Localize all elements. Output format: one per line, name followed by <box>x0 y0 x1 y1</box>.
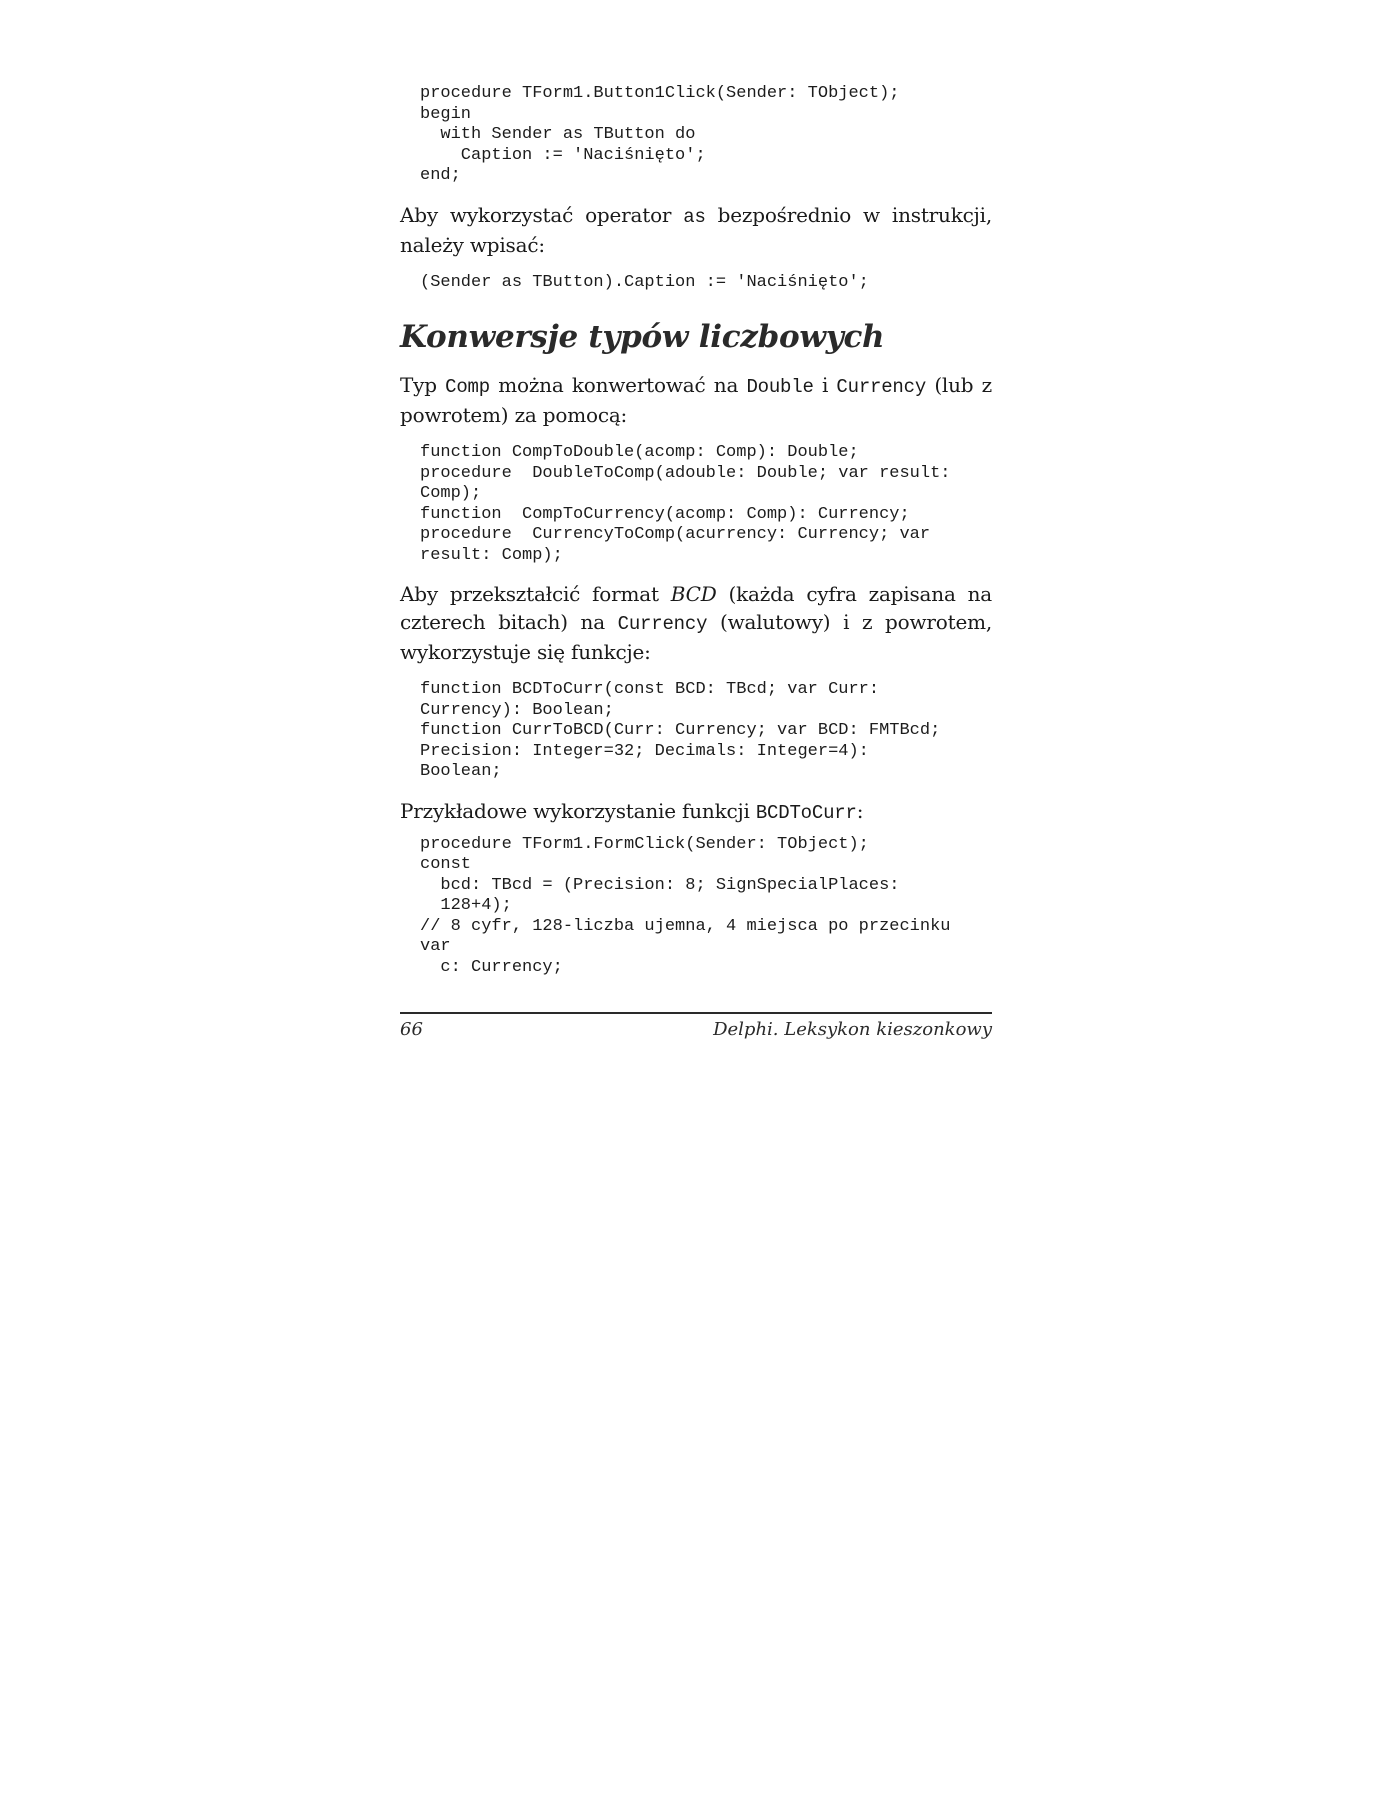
paragraph-comp-conversion <box>400 371 992 429</box>
text-segment: Typ <box>400 373 446 397</box>
emphasis-bcd: BCD <box>670 582 717 606</box>
text-segment: (walutowy) i z powrotem, wykorzystuje się funkcje: <box>400 610 993 664</box>
inline-code-as: as <box>683 205 706 228</box>
code-block-bcd-functions: function BCDToCurr(const BCD: TBcd; var Curr: Currency): Boolean; function CurrToBCD(Curr: Currency; var BCD: FMTBcd; Precision: Integer=32; Decimals: Integer=4): Boolean; <box>420 680 941 781</box>
running-title: Delphi. Leksykon kieszonkowy <box>713 1019 992 1040</box>
code-block-comp-functions: function CompToDouble(acomp: Comp): Double; procedure DoubleToComp(adouble: Double; var result: Comp); function CompToCurrency(acomp: Comp): Currency; procedure CurrencyToComp(acurrency: Currency; var result: Comp); <box>420 443 951 565</box>
text-segment: i <box>813 373 837 397</box>
footer-row <box>400 1014 992 1042</box>
inline-code-bcdtocurr: BCDToCurr <box>755 801 857 824</box>
text-segment: (lub z powrotem) za pomocą: <box>400 373 993 427</box>
text-segment: Przykładowe wykorzystanie funkcji <box>400 798 756 823</box>
inline-code-currency: Currency <box>836 376 927 398</box>
inline-code-currency: Currency <box>617 613 708 635</box>
section-heading: Konwersje typów liczbowych <box>400 319 885 355</box>
code-block-button-click: procedure TForm1.Button1Click(Sender: TObject); begin with Sender as TButton do Caption := 'Naciśnięto'; end; <box>420 84 900 185</box>
page-number: 66 <box>400 1019 423 1040</box>
text-segment: bezpośrednio w instrukcji, należy wpisać: <box>400 202 992 257</box>
paragraph-as-operator <box>400 201 992 259</box>
text-segment: Aby wykorzystać operator <box>400 202 684 227</box>
text-segment: Aby przekształcić format <box>400 582 671 606</box>
text-segment: (każda cyfra zapisana na czterech bitach) na <box>400 582 992 634</box>
text-segment: można konwertować na <box>489 373 747 397</box>
code-block-form-click: procedure TForm1.FormClick(Sender: TObject); const bcd: TBcd = (Precision: 8; SignSpecialPlaces: 128+4); // 8 cyfr, 128-liczba ujemna, 4 miejsca po przecinku var c: Currency; <box>420 834 951 977</box>
paragraph-bcd-conversion <box>400 580 992 666</box>
page-content <box>400 84 992 978</box>
inline-code-comp: Comp <box>445 376 490 398</box>
text-segment: : <box>856 798 864 823</box>
inline-code-double: Double <box>746 376 814 398</box>
paragraph-example-usage <box>400 797 992 827</box>
page-footer <box>400 1012 992 1042</box>
code-block-sender-cast: (Sender as TButton).Caption := 'Naciśnięto'; <box>420 272 869 292</box>
